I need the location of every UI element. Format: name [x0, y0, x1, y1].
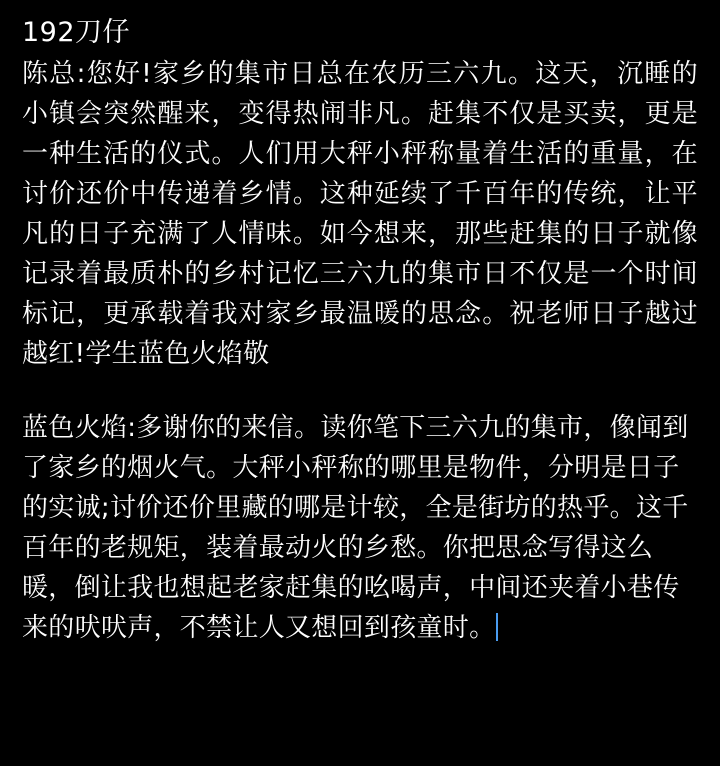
message-block-reply-wrap: [22, 408, 698, 648]
text-caret[interactable]: [496, 613, 498, 641]
paragraph-spacer: [22, 374, 698, 408]
page-title: 192刀仔: [22, 17, 131, 48]
message-block-reply: 蓝色火焰:多谢你的来信。读你笔下三六九的集市，像闻到了家乡的烟火气。大秤小秤称的哪里是物件，分明是日子的实诚;讨价还价里藏的哪是计较，全是街坊的热乎。这千百年的老规矩，装着最动火的乡愁。你把思念写得这么暖，倒让我也想起老家赶集的吆喝声，中间还夹着小巷传来的吠吠声，不禁让人又想回到孩童时。: [22, 413, 689, 643]
message-block-letter: 陈总:您好!家乡的集市日总在农历三六九。这天，沉睡的小镇会突然醒来，变得热闹非凡。赶集不仅是买卖，更是一种生活的仪式。人们用大秤小秤称量着生活的重量，在讨价还价中传递着乡情。这种延续了千百年的传统，让平凡的日子充满了人情味。如今想来，那些赶集的日子就像记录着最质朴的乡村记忆三六九的集市日不仅是一个时间标记，更承载着我对家乡最温暖的思念。祝老师日子越过越红!学生蓝色火焰敬: [22, 59, 698, 369]
